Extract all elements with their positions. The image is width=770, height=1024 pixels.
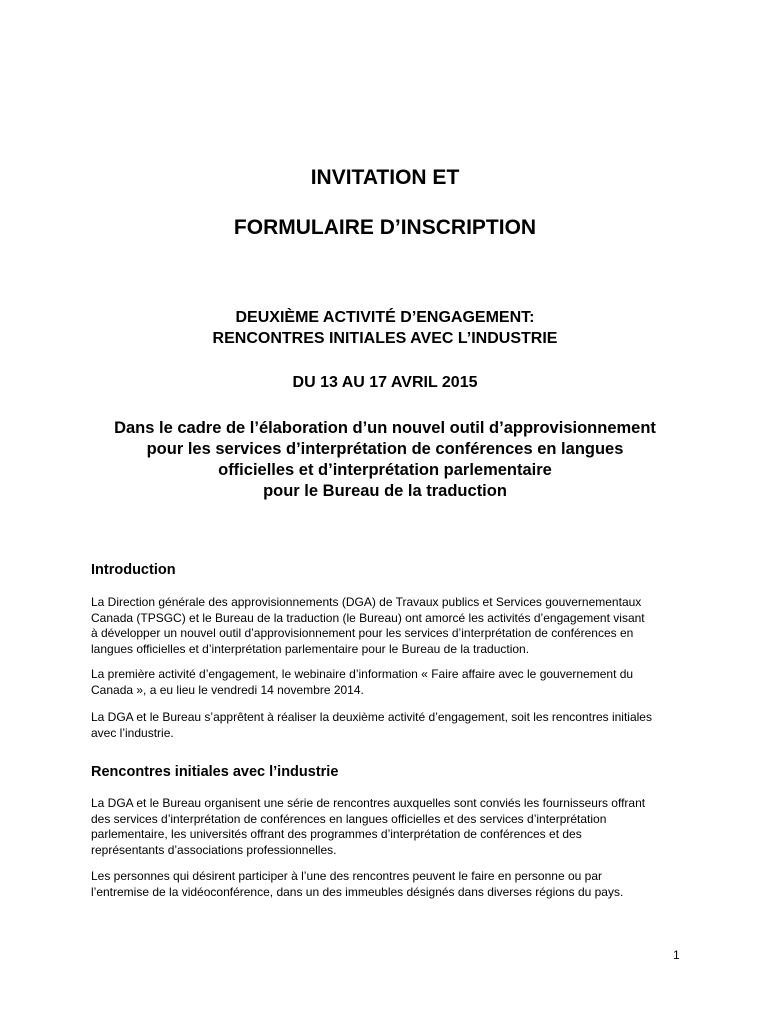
paragraph: [91, 595, 691, 657]
document-title-line-1: INVITATION ET: [310, 166, 460, 189]
paragraph-line: représentants d’associations professionnelles.: [91, 842, 337, 857]
lead-statement: [60, 418, 710, 502]
paragraph: [91, 796, 691, 858]
paragraph-line: Les personnes qui désirent participer à l’une des rencontres peuvent le faire en personne ou par: [91, 869, 602, 883]
paragraph-line: parlementaire, les universités offrant des programmes d’interprétation de conférences et des: [91, 827, 582, 841]
lead-line: officielles et d’interprétation parlementaire: [218, 461, 552, 479]
paragraph-line: des services d’interprétation de conférences en langues officielles et des services d’interprétation: [91, 811, 607, 826]
paragraph: [91, 710, 691, 741]
lead-line: Dans le cadre de l’élaboration d’un nouvel outil d’approvisionnement: [114, 419, 656, 437]
paragraph-line: l’entremise de la vidéoconférence, dans un des immeubles désignés dans diverses régions du pays.: [91, 884, 624, 899]
paragraph-line: langues officielles et d’interprétation parlementaire pour le Bureau de la traduction.: [91, 641, 530, 656]
event-dates: DU 13 AU 17 AVRIL 2015: [292, 374, 478, 391]
paragraph-line: La première activité d’engagement, le webinaire d’information « Faire affaire avec le gouvernement du: [91, 667, 634, 681]
paragraph-line: Canada », a eu lieu le vendredi 14 novembre 2014.: [91, 682, 364, 697]
paragraph: [91, 667, 691, 698]
paragraph-line: La DGA et le Bureau s’apprêtent à réaliser la deuxième activité d’engagement, soit les rencontres initiales: [91, 710, 652, 724]
lead-line: pour le Bureau de la traduction: [263, 482, 507, 500]
paragraph-line: Canada (TPSGC) et le Bureau de la traduction (le Bureau) ont amorcé les activités d’engagement visant: [91, 610, 645, 625]
paragraph-line: La DGA et le Bureau organisent une série de rencontres auxquelles sont conviés les fournisseurs offrant: [91, 796, 646, 810]
lead-line: pour les services d’interprétation de conférences en langues: [146, 440, 624, 458]
paragraph-line: à développer un nouvel outil d’approvisionnement pour les services d’interprétation de conférences en: [91, 626, 634, 640]
subtitle-line-2: RENCONTRES INITIALES AVEC L’INDUSTRIE: [212, 330, 558, 347]
paragraph: [91, 869, 691, 900]
document-title-line-2: FORMULAIRE D’INSCRIPTION: [233, 216, 537, 239]
section-heading-introduction: Introduction: [91, 562, 176, 578]
paragraph-line: avec l’industrie.: [91, 725, 174, 740]
page-number: 1: [673, 948, 680, 962]
paragraph-line: La Direction générale des approvisionnements (DGA) de Travaux publics et Services gouvernementaux: [91, 595, 642, 609]
section-heading-rencontres: Rencontres initiales avec l’industrie: [91, 764, 339, 780]
subtitle-line-1: DEUXIÈME ACTIVITÉ D’ENGAGEMENT:: [235, 309, 535, 326]
